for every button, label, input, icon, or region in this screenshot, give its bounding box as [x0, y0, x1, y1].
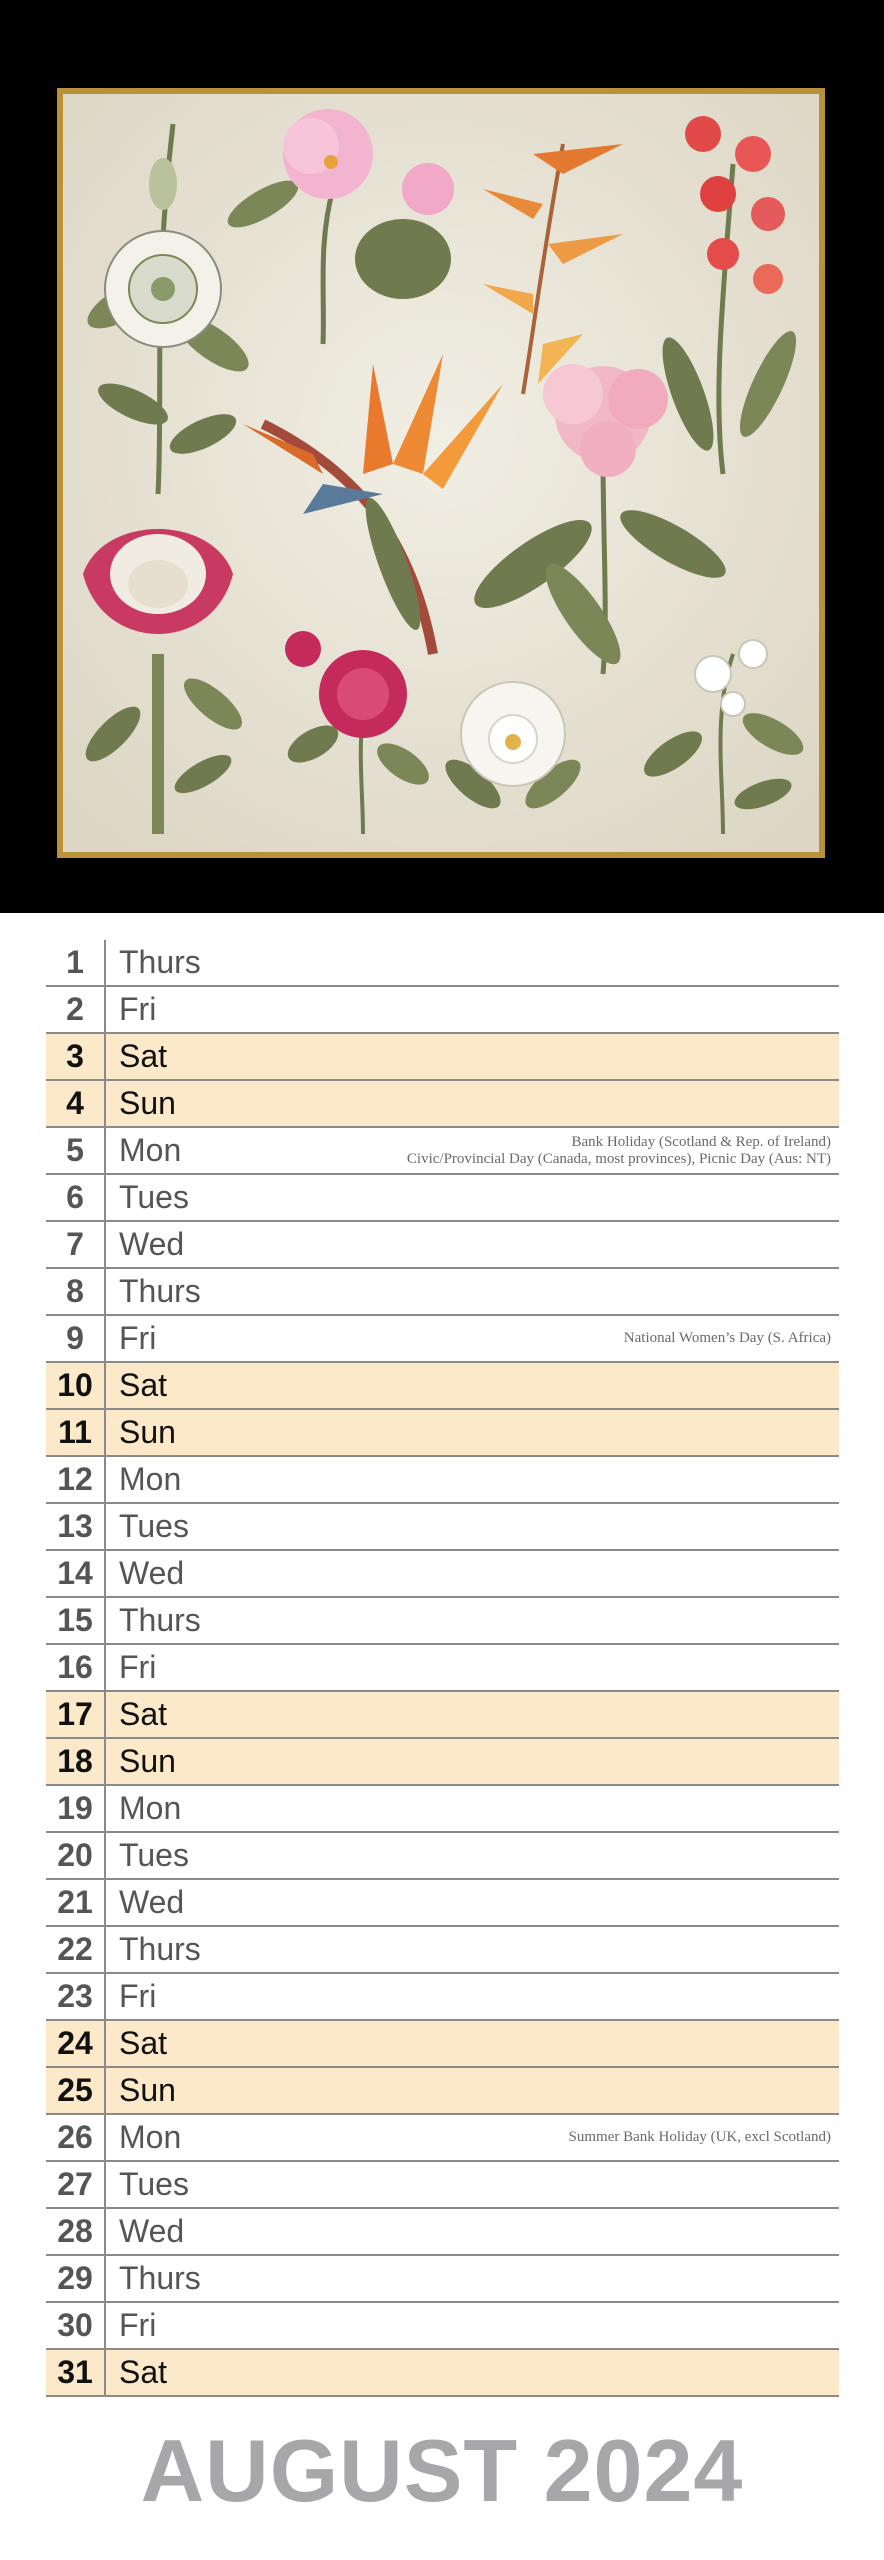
day-row[interactable]: [46, 940, 839, 987]
day-row[interactable]: [46, 1880, 839, 1927]
weekday-label: Wed: [119, 1884, 185, 1920]
day-number: 24: [46, 2021, 106, 2066]
day-row[interactable]: [46, 1598, 839, 1645]
weekday-label: Mon: [119, 1790, 182, 1826]
day-number: 31: [46, 2350, 106, 2395]
day-number: 30: [46, 2303, 106, 2348]
day-row[interactable]: [46, 1175, 839, 1222]
day-number: 27: [46, 2162, 106, 2207]
weekday-label: Thurs: [119, 944, 201, 980]
day-number: 17: [46, 1692, 106, 1737]
day-number: 15: [46, 1598, 106, 1643]
day-row[interactable]: [46, 987, 839, 1034]
day-row[interactable]: [46, 2162, 839, 2209]
day-row[interactable]: [46, 1504, 839, 1551]
day-row[interactable]: [46, 1927, 839, 1974]
day-number: 23: [46, 1974, 106, 2019]
holiday-note-line: Civic/Provincial Day (Canada, most provinces), Picnic Day (Aus: NT): [406, 1150, 831, 1167]
weekday-label: Fri: [119, 1978, 157, 2014]
day-row[interactable]: [46, 2256, 839, 2303]
holiday-note: [407, 1128, 831, 1173]
day-row[interactable]: [46, 1551, 839, 1598]
day-list: [46, 940, 839, 2397]
day-number: 5: [46, 1128, 106, 1173]
day-row[interactable]: [46, 1457, 839, 1504]
day-row[interactable]: [46, 1316, 839, 1363]
day-number: 6: [46, 1175, 106, 1220]
weekday-label: Wed: [119, 1555, 185, 1591]
day-number: 11: [46, 1410, 106, 1455]
weekday-label: Fri: [119, 2307, 157, 2343]
day-number: 13: [46, 1504, 106, 1549]
day-number: 1: [46, 940, 106, 985]
holiday-note: [624, 1316, 831, 1361]
day-row[interactable]: [46, 1222, 839, 1269]
weekday-label: Wed: [119, 1226, 185, 1262]
gold-picture-frame: [57, 88, 825, 858]
day-number: 28: [46, 2209, 106, 2254]
day-row[interactable]: [46, 1645, 839, 1692]
day-number: 21: [46, 1880, 106, 1925]
day-number: 18: [46, 1739, 106, 1784]
day-number: 26: [46, 2115, 106, 2160]
day-row[interactable]: [46, 1833, 839, 1880]
day-row[interactable]: [46, 2209, 839, 2256]
weekday-label: Thurs: [119, 1273, 201, 1309]
weekday-label: Tues: [119, 2166, 189, 2202]
weekday-label: Wed: [119, 2213, 185, 2249]
botanical-flowers-illustration: [63, 94, 819, 852]
day-number: 2: [46, 987, 106, 1032]
day-row[interactable]: [46, 2115, 839, 2162]
weekday-label: Sun: [119, 1085, 176, 1121]
weekend-day-row[interactable]: [46, 1739, 839, 1786]
weekday-label: Mon: [119, 2119, 182, 2155]
day-row[interactable]: [46, 1786, 839, 1833]
holiday-note-line: Bank Holiday (Scotland & Rep. of Ireland): [571, 1133, 831, 1150]
day-number: 12: [46, 1457, 106, 1502]
day-number: 20: [46, 1833, 106, 1878]
weekday-label: Sat: [119, 1696, 168, 1732]
botanical-illustration-panel: [0, 0, 884, 913]
weekday-label: Sat: [119, 2025, 168, 2061]
weekend-day-row[interactable]: [46, 1363, 839, 1410]
day-number: 29: [46, 2256, 106, 2301]
day-number: 4: [46, 1081, 106, 1126]
weekend-day-row[interactable]: [46, 2068, 839, 2115]
weekday-label: Tues: [119, 1508, 189, 1544]
day-number: 7: [46, 1222, 106, 1267]
day-number: 14: [46, 1551, 106, 1596]
weekday-label: Sun: [119, 1414, 176, 1450]
weekend-day-row[interactable]: [46, 2021, 839, 2068]
day-number: 22: [46, 1927, 106, 1972]
day-number: 19: [46, 1786, 106, 1831]
day-number: 3: [46, 1034, 106, 1079]
holiday-note-line: National Women’s Day (S. Africa): [623, 1330, 831, 1346]
weekday-label: Thurs: [119, 1602, 201, 1638]
day-number: 10: [46, 1363, 106, 1408]
weekend-day-row[interactable]: [46, 2350, 839, 2397]
day-row[interactable]: [46, 1974, 839, 2021]
weekday-label: Sun: [119, 2072, 176, 2108]
weekday-label: Sat: [119, 1038, 168, 1074]
weekday-label: Mon: [119, 1461, 182, 1497]
day-row[interactable]: [46, 2303, 839, 2350]
weekend-day-row[interactable]: [46, 1034, 839, 1081]
day-number: 16: [46, 1645, 106, 1690]
weekday-label: Tues: [119, 1837, 189, 1873]
weekday-label: Tues: [119, 1179, 189, 1215]
weekend-day-row[interactable]: [46, 1410, 839, 1457]
month-title: AUGUST 2024: [140, 2421, 744, 2520]
weekday-label: Sat: [119, 1367, 168, 1403]
weekend-day-row[interactable]: [46, 1081, 839, 1128]
weekday-label: Sat: [119, 2354, 168, 2390]
weekday-label: Thurs: [119, 1931, 201, 1967]
weekend-day-row[interactable]: [46, 1692, 839, 1739]
holiday-note-line: Summer Bank Holiday (UK, excl Scotland): [568, 2129, 831, 2145]
weekday-label: Fri: [119, 991, 157, 1027]
day-number: 9: [46, 1316, 106, 1361]
weekday-label: Thurs: [119, 2260, 201, 2296]
holiday-note: [569, 2115, 831, 2160]
weekday-label: Fri: [119, 1320, 157, 1356]
day-row[interactable]: [46, 1269, 839, 1316]
weekday-label: Fri: [119, 1649, 157, 1685]
day-number: 8: [46, 1269, 106, 1314]
day-number: 25: [46, 2068, 106, 2113]
day-row[interactable]: [46, 1128, 839, 1175]
weekday-label: Sun: [119, 1743, 176, 1779]
weekday-label: Mon: [119, 1132, 182, 1168]
